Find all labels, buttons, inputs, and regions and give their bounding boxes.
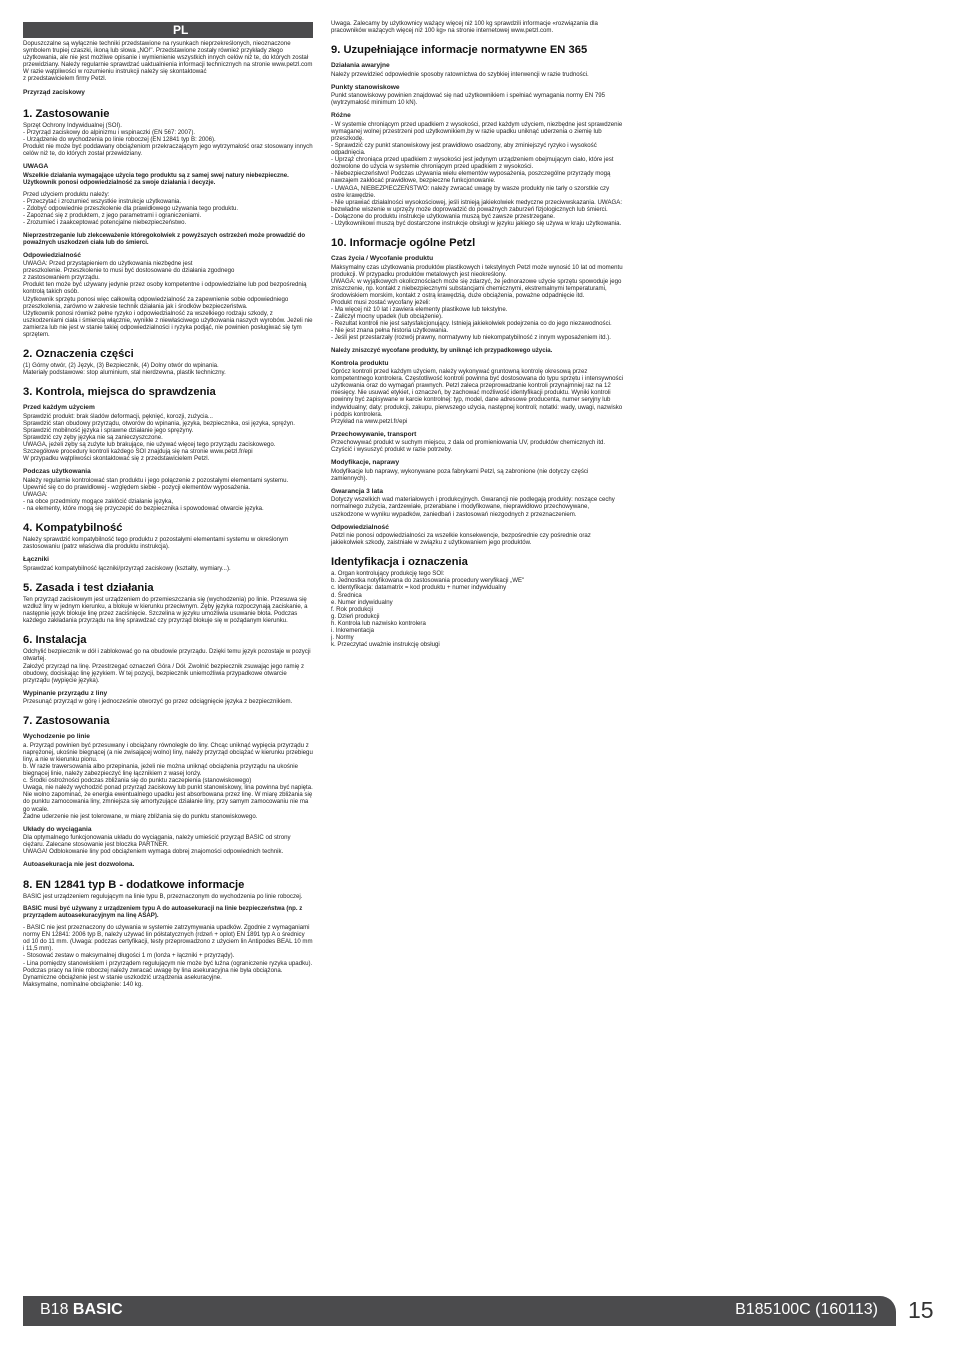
section-6-title: 6. Instalacja: [23, 634, 87, 647]
hauling-text: Dla optymalnego funkcjonowania układu do wyciągania, należy umieścić przyrząd BASIC od strony ciężaru. Zalecane stosowanie jest bloczka PARTNER. UWAGA! Odblokowanie liny pod obciążeniem wymaga dobrej znajomości odpowiednich technik.: [23, 834, 291, 856]
responsibility-text: UWAGA: Przed przystąpieniem do użytkowania niezbędne jest przeszkolenie. Przeszkolenie to musi być dostosowane do działania zgodnego z zastosowaniem przyrządu. Produkt ten może być używany jedynie przez osoby kompetentne i odpowiedzialne lub pod bezpośrednią kontrolą takich osób. Użytkownik sprzętu ponosi więc całkowitą odpowiedzialność za zapewnienie sobie odpowiedniego przeszkolenia, zarówno w zakresie technik działania jak i środków bezpieczeństwa. Użytkownik ponosi również pełne ryzyko i odpowiedzialność za wszelkiego rodzaju szkody, z uszkodzeniami ciała i śmiercią włącznie, wynikłe z niewłaściwego użytkowania naszych wyrobów. Jeżeli nie zamierza lub nie jest w stanie takiej odpowiedzialności i ryzyka podjąć, nie powinien posługiwać się tym sprzętem.: [23, 260, 313, 339]
remove-title: Wypinanie przyrządu z liny: [23, 689, 108, 697]
modifications-title: Modyfikacje, naprawy: [331, 459, 400, 467]
section-8-text2: - BASIC nie jest przeznaczony do używania w systemie zatrzymywania upadków. Zgodnie z wymaganiami normy EN 12841: 2006 typ B, należy używać lin półstatycznych (rdzeń + oplot) EN 1891 typ A o średnicy od 10 do 11 mm. (Uwaga: podczas certyfikacji, testy przeprowadzono z użyciem lin Antipodes BEAL 10 mm i 11,5 mm). - Stosować zestaw o maksymalnej długości 1 m (lonża + łączniki + przyrządy). - Lina pomiędzy stanowiskiem i przyrządem regulującym nie może być luźna (ograniczenie ryzyka upadku). Podczas pracy na linie roboczej należy zwracać uwagę by lina asekuracyjna nie była obciążona. Dynamiczne obciążenie jest w stanie uszkodzić urządzenia asekuracyjne. Maksymalne, nominalne obciążenie: 140 kg.: [23, 924, 313, 988]
section-6-text: Odchylić bezpiecznik w dół i zablokować go na obudowie przyrządu. Dzięki temu język pozostaje w pozycji otwartej. Założyć przyrząd na linę. Przestrzegać oznaczeń Góra / Dół. Zwolnić bezpiecznik zsuwając jego ramię z obudowy, dociskając linę językiem. W tej pozycji, bezpiecznik uniemożliwia przypadkowe otwarcie przyrządu (wypięcie języka).: [23, 648, 311, 684]
right-top-text: Uwaga. Zalecamy by użytkownicy ważący więcej niż 100 kg sprawdzili informacje «rozwiązania dla pracowników ważących więcej niż 100 kg» na stronie internetowej www.petzl.com.: [331, 20, 598, 35]
section-2-text: (1) Górny otwór, (2) Język, (3) Bezpiecznik, (4) Dolny otwór do wpinania. Materiały podstawowe: stop aluminium, stal nierdzewna, plastik techniczny.: [23, 362, 226, 377]
section-5-text: Ten przyrząd zaciskowym jest urządzeniem do przemieszczania się (wychodzenia) po linie. Przesuwa się wzdłuż liny w jednym kierunku, a blokuje w kierunku przeciwnym. Zęby języka rozpoczynają zaciskanie, a następnie język blokuje linę przez zaciśnięcie. Szczelina w języku umożliwia usuwanie błota. Podczas każdego zakładania przyrządu na linę sprawdzać czy przyrząd blokuje się w pożądanym kierunku.: [23, 595, 308, 625]
self-belay-note: Autoasekuracja nie jest dozwolona.: [23, 861, 135, 869]
section-7-title: 7. Zastosowania: [23, 715, 110, 728]
storage-title: Przechowywanie, transport: [331, 430, 417, 438]
section-4-title: 4. Kompatybilność: [23, 522, 123, 535]
responsibility-title: Odpowiedzialność: [23, 251, 81, 259]
before-use: Przed użyciem produktu należy: - Przeczytać i zrozumieć wszystkie instrukcje użytkowania. - Zdobyć odpowiednie przeszkolenie dla prawidłowego używania tego produktu. - Zapoznać się z produktem, z jego parametrami i ograniczeniami. - Zrozumieć i zaakceptować potencjalne niebezpieczeństwo.: [23, 191, 239, 227]
liability-title: Odpowiedzialność: [331, 523, 389, 531]
warning-bold: Wszelkie działania wymagające użycia tego produktu są z samej swej natury niebezpieczne. Użytkownik ponosi odpowiedzialność za swoje działania i decyzje.: [23, 171, 289, 186]
intro-text: Dopuszczalne są wyłącznie techniki przedstawione na rysunkach nieprzekreślonych, nieoznaczone symbolem trupiej czaszki, ikoną lub słowa „NO!". Przedstawione zostały również przykłady złego użytkowania, ale nie jest możliwe opisanie i wymienienie wszystkich innych celów niż te, do których został przewidziany. Należy regularnie sprawdzać uaktualnienia informacji technicznych na stronie www.petzl.com W razie wątpliwości w rozumieniu instrukcji należy się skontaktować z przedstawicielem firmy Petzl.: [23, 40, 313, 83]
section-8-text: BASIC jest urządzeniem regulującym na linie typu B, przeznaczonym do wychodzenia po linie roboczej.: [23, 892, 303, 900]
section-1-text: Sprzęt Ochrony Indywidualnej (SOI). - Przyrząd zaciskowy do alpinizmu i wspinaczki (EN 567: 2007). - Urządzenie do wychodzenia po linie roboczej (EN 12841 typ B: 2006). Produkt nie może być poddawany obciążeniom przekraczającym jego wytrzymałość oraz stosowany innych celów niż te, do których został przewidziany.: [23, 121, 313, 158]
language-tag: PL: [23, 22, 313, 38]
section-10-title: 10. Informacje ogólne Petzl: [331, 237, 476, 250]
warranty-text: Dotyczy wszelkich wad materiałowych i produkcyjnych. Gwarancji nie podlegają produkty: noszące cechy normalnego zużycia, zardzewiałe, przerabiane i modyfikowane, nieprawidłowo przechowywane, uszkodzone w wyniku wypadków, zaniedbań i zastosowań niezgodnych z przeznaczeniem.: [331, 496, 615, 518]
before-each-use-title: Przed każdym użyciem: [23, 404, 95, 412]
anchor-title: Punkty stanowiskowe: [331, 83, 400, 91]
rope-climb-text: a. Przyrząd powinien być przesuwany i obciążany równolegle do liny. Chcąc uniknąć wypięcia przyrządu z naprężonej, ukośnie biegnącej (a nie zwisającej wolno) liny, należy przyrząd obciążać w kierunku przebiegu liny, a nie w kierunku pionu. b. W razie trawersowania albo przepinania, jeżeli nie można uniknąć obciążenia przyrządu na ukośnie biegnącej linie, należy zabezpieczyć linę łącznikiem z wasej lonży. c. Środki ostrożności podczas zbliżania się do punktu zaczepienia (stanowiskowego) Uwaga, nie należy wychodzić ponad przyrząd zaciskowy lub punkt stanowiskowy, lina powinna być napięta. Nie wolno zapominać, że energia ewentualnego upadku jest absorbowana przez linę. W miarę zbliżania się do punktu zamocowania liny, zmniejsza się amortyzujące działanie liny, przy samym zamocowaniu nie ma go wcale. Żadne uderzenie nie jest tolerowane, w miarę zbliżania się do punktu stanowiskowego.: [23, 741, 313, 820]
identification-text: a. Organ kontrolujący produkcję tego SOI: b. Jednostka notyfikowana do zastosowania procedury weryfikacji „WE" c. Identyfikacja: datamatrix = kod produktu + numer indywidualny d. Średnica e. Numer indywidualny f. Rok produkcji g. Dzień produkcji h. Kontrola lub nazwisko kontrolera i. Inkrementacja j. Normy k. Przeczytać uważnie instrukcję obsługi: [331, 570, 525, 649]
connectors-title: Łączniki: [23, 556, 50, 564]
section-9-title: 9. Uzupełniające informacje normatywne EN 365: [331, 44, 588, 57]
document-reference: B185100C (160113): [735, 1301, 878, 1318]
misc-title: Różne: [331, 112, 351, 120]
section-4-text: Należy sprawdzić kompatybilność tego produktu z pozostałymi elementami systemu w określonym zastosowaniu (patrz właściwa dla produktu instrukcja).: [23, 536, 289, 551]
modifications-text: Modyfikacje lub naprawy, wykonywane poza fabrykami Petzl, są zabronione (nie dotyczy części zamiennych).: [331, 467, 589, 482]
identification-title: Identyfikacja i oznaczenia: [331, 556, 468, 569]
section-1-title: 1. Zastosowanie: [23, 107, 110, 120]
right-column: [331, 20, 623, 653]
remove-text: Przesunąć przyrząd w górę i jednocześnie otworzyć go przez odciągnięcie języka z bezpiecznikiem.: [23, 698, 293, 706]
lifetime-title: Czas życia / Wycofanie produktu: [331, 255, 434, 263]
hauling-title: Układy do wyciągania: [23, 825, 92, 833]
rescue-text: Należy przewidzieć odpowiednie sposoby ratownictwa do szybkiej interwencji w razie trudności.: [331, 70, 589, 78]
page-number: 15: [908, 1297, 934, 1323]
liability-text: Petzl nie ponosi odpowiedzialności za wszelkie konsekwencje, bezpośrednie czy pośrednie oraz jakiekolwiek szkody, zaistniałe w związku z użytkowaniem jego produktów.: [331, 532, 591, 547]
warning-label: UWAGA: [23, 163, 49, 171]
inspection-title: Kontrola produktu: [331, 359, 389, 367]
storage-text: Przechowywać produkt w suchym miejscu, z dala od promieniowania UV, produktów chemicznych itd. Czyścić i wysuszyć produkt w razie potrzeby.: [331, 439, 606, 454]
destroy-text: Należy zniszczyć wycofane produkty, by uniknąć ich przypadkowego użycia.: [331, 346, 553, 354]
section-3-title: 3. Kontrola, miejsca do sprawdzenia: [23, 386, 216, 399]
during-use-text: Należy regularnie kontrolować stan produktu i jego połączenie z pozostałymi elementami systemu. Upewnić się co do prawidłowej - względem siebie - pozycji elementów wyposażenia. UWAGA: - na obce przedmioty mogące zakłócić działanie języka, - na elementy, które mogą się przyczepić do bezpiecznika i spowodować otwarcie języka.: [23, 476, 289, 513]
section-5-title: 5. Zasada i test działania: [23, 581, 154, 594]
before-each-use-text: Sprawdzić produkt: brak śladów deformacji, pęknięć, korozji, zużycia... Sprawdzić stan obudowy przyrządu, otworów do wpinania, języka, bezpiecznika, osi języka, sprężyn. Sprawdzić mobilność języka i sprawne działanie jego sprężyny. Sprawdzić czy zęby języka nie są zanieczyszczone. UWAGA, jeżeli zęby są zużyte lub brakujące, nie używać więcej tego przyrządu zaciskowego. Szczegółowe procedury kontroli każdego SOI znajdują się na stronie www.petzl.fr/epi W przypadku wątpliwości skontaktować się z przedstawicielem Petzl.: [23, 412, 295, 463]
section-2-title: 2. Oznaczenia części: [23, 348, 134, 361]
connectors-text: Sprawdzać kompatybilność łączniki/przyrząd zaciskowy (kształty, wymiary...).: [23, 564, 231, 572]
model-code: B18: [40, 1301, 69, 1318]
rescue-title: Działania awaryjne: [331, 62, 390, 70]
danger-text: Nieprzestrzeganie lub zlekceważenie któregokolwiek z powyższych ostrzeżeń może prowadzić do poważnych uszkodzeń ciała lub do śmierci.: [23, 231, 306, 246]
during-use-title: Podczas użytkowania: [23, 468, 91, 476]
inspection-text: Oprócz kontroli przed każdym użyciem, należy wykonywać gruntowną kontrolę okresową przez kompetentnego kontrolera. Częstotliwość kontroli powinna być dostosowana do typu sprzętu i intensywności użytkowania oraz do wymagań prawnych. Petzl zaleca przeprowadzanie kontroli przynajmniej raz na 12 miesięcy. Nie usuwać etykiet, i oznaczeń, by zachować możliwość identyfikacji produktu. Wyniki kontroli powinny być zapisywane w karcie kontrolnej: typ, model, dane adresowe producenta, numer seryjny lub indywidualny; daty: produkcji, zakupu, pierwszego użycia, następnej kontroli; notatki: wady, uwagi, nazwisko i podpis kontrolera. Przykład na www.petzl.fr/epi: [331, 368, 623, 425]
warranty-title: Gwarancja 3 lata: [331, 487, 384, 495]
footer-bar: [23, 1296, 896, 1326]
footer-model: [40, 1301, 123, 1319]
section-8-title: 8. EN 12841 typ B - dodatkowe informacje: [23, 878, 245, 891]
rope-climb-title: Wychodzenie po linie: [23, 733, 90, 741]
section-8-bold: BASIC musi być używany z urządzeniem typu A do autoasekuracji na linie bezpieczeństwa (np. z przyrządem autoasekuracyjnym na linę ASAP).: [23, 904, 303, 919]
left-column: [23, 22, 313, 993]
model-name: BASIC: [72, 1301, 123, 1318]
misc-text: - W systemie chroniącym przed upadkiem z wysokości, przed każdym użyciem, niezbędne jest sprawdzenie wymaganej wolnej przestrzeni pod użytkownikiem,by w razie upadku uniknąć uderzenia o ziemię lub przeszkodę. - Sprawdzić czy punkt stanowiskowy jest prawidłowo osadzony, aby zminiejszyć ryzyko i wysokość odpadnięcia. - Uprząż chroniąca przed upadkiem z wysokości jest jedynym urządzeniem obejmującym ciało, które jest dozwolone do użycia w systemie chroniącym przed upadkiem z wysokości. - Niebezpieczeństwo! Podczas używania wielu elementów wyposażenia, poszczególne przyrządy mogą nawzajem zakłócać prawidłowe, bezpieczne funkcjonowanie. - UWAGA, NIEBEZPIECZEŃSTWO: należy zwracać uwagę by wasze produkty nie tarły o szorstkie czy ostre krawędzie. - Nie uprawiać działalności wysokościowej, jeśli istnieją jakiekolwiek medyczne przeciwwskazania. UWAGA: bezwładne wiszenie w uprzęży może doprowadzić do poważnych zaburzeń fizjologicznych lub śmierci. - Dołączone do produktu instrukcje użytkowania muszą być zawsze przestrzegane. - Użytkownikowi muszą być dostarczone instrukcje obsługi w języku jakiego się używa w kraju użytkowania.: [331, 120, 623, 227]
lifetime-text: Maksymalny czas użytkowania produktów plastikowych i tekstylnych Petzl może wynosić 10 lat od momentu produkcji. W przypadku produktów metalowych jest nieokreślony. UWAGA: w wyjątkowych okolicznościach może się zdarzyć, że jednorazowe użycie sprzętu spowoduje jego zniszczenie, np. kontakt z niebezpiecznymi substancjami chemicznymi, ekstremalnymi temperaturami, środowiskiem morskim, kontakt z ostrą krawędzią, duże obciążenia, poważne odpadnięcie itd. Produkt musi zostać wycofany jeżeli: - Ma więcej niż 10 lat i zawiera elementy plastikowe lub tekstylne. - Zaliczył mocny upadek (lub obciążenie). - Rezultat kontroli nie jest satysfakcjonujący. Istnieją jakiekolwiek podejrzenia co do jego niezawodności. - Nie jest znana pełna historia użytkowania. - Jeśli jest przestarzały (rozwój prawny, normatywny lub niekompatybilność z innym wyposażeniem itd.).: [331, 263, 623, 342]
product-name: Przyrząd zaciskowy: [23, 88, 85, 96]
anchor-text: Punkt stanowiskowy powinien znajdować się nad użytkownikiem i spełniać wymagania normy EN 795 (wytrzymałość minimum 10 kN).: [331, 92, 606, 107]
